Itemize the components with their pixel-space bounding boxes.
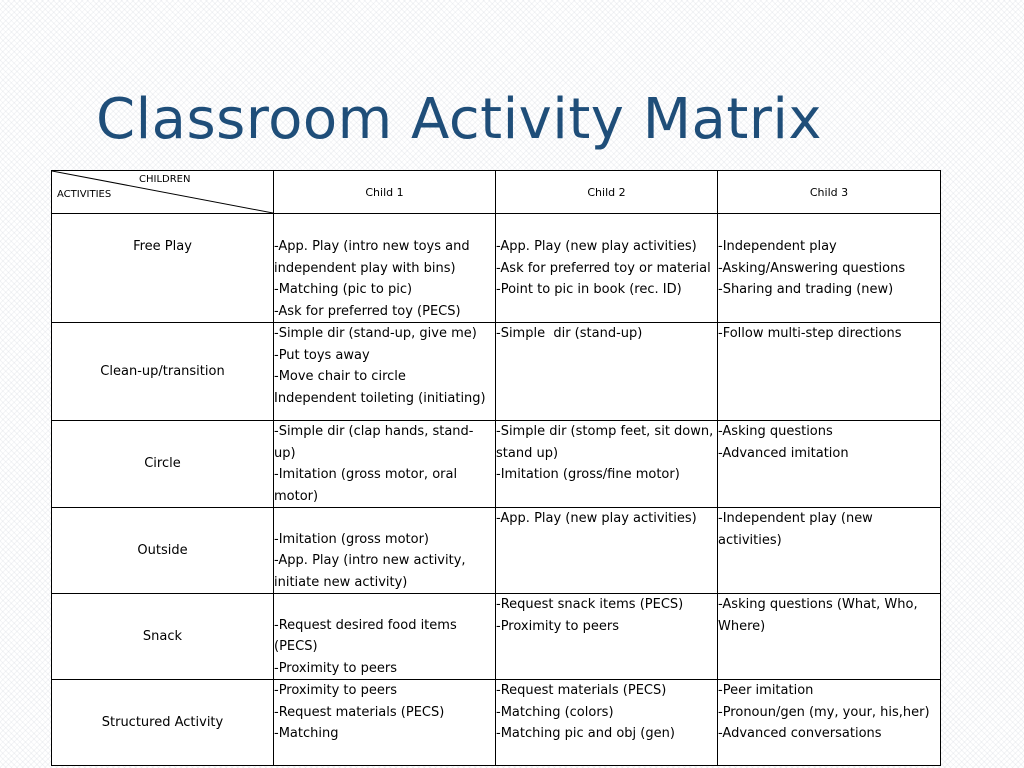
row-label-clean-up-transition: Clean-up/transition	[52, 323, 274, 421]
cell-snack-child-1	[274, 594, 496, 680]
table-row-clean-up-transition	[52, 323, 941, 421]
cell-line: -Proximity to peers	[496, 618, 619, 634]
cell-outside-child-3	[718, 508, 941, 594]
header-row	[52, 171, 941, 214]
cell-structured-child-1	[274, 680, 496, 766]
cell-line: -Sharing and trading (new)	[718, 282, 894, 297]
cell-line: Independent toileting (initiating)	[274, 390, 486, 406]
children-axis-label: CHILDREN	[139, 174, 191, 185]
cell-line: -Simple dir (clap hands, stand-up)	[274, 424, 474, 461]
row-label-outside: Outside	[52, 508, 274, 594]
row-label-snack: Snack	[52, 594, 274, 680]
cell-circle-child-1	[274, 421, 496, 508]
cell-line: -Pronoun/gen (my, your, his,her)	[718, 704, 930, 720]
cell-circle-child-3	[718, 421, 941, 508]
slide-title: Classroom Activity Matrix	[96, 87, 823, 152]
column-header-child-3: Child 3	[718, 171, 941, 214]
table-row-snack	[52, 594, 941, 680]
cell-line: -Request materials (PECS)	[496, 683, 667, 698]
table-row-circle	[52, 421, 941, 508]
activities-axis-label: ACTIVITIES	[57, 189, 112, 200]
cell-line: -Point to pic in book (rec. ID)	[496, 282, 682, 297]
cell-free-play-child-3	[718, 214, 941, 323]
row-label-structured-activity: Structured Activity	[52, 680, 274, 766]
cell-outside-child-2	[496, 508, 718, 594]
row-label-circle: Circle	[52, 421, 274, 508]
cell-line: -Peer imitation	[718, 683, 814, 698]
cell-line: -Request desired food items (PECS)	[274, 617, 457, 654]
cell-outside-child-1	[274, 508, 496, 594]
cell-line: -Move chair to circle	[274, 369, 406, 384]
cell-line: -Put toys away	[274, 347, 370, 363]
cell-line: -Asking questions (What, Who, Where)	[718, 597, 918, 634]
cell-line: -Proximity to peers	[274, 660, 397, 676]
row-label-free-play: Free Play	[52, 214, 274, 323]
cell-line: -Matching	[274, 726, 339, 741]
cell-structured-child-3	[718, 680, 941, 766]
cell-free-play-child-1	[274, 214, 496, 323]
cell-line: -App. Play (new play activities)	[496, 239, 697, 254]
cell-line: -Request materials (PECS)	[274, 704, 445, 720]
cell-line: -Independent play	[718, 239, 837, 254]
cell-line: -App. Play (new play activities)	[496, 511, 697, 526]
cell-line: -Simple dir (stand-up)	[496, 326, 643, 341]
cell-line: -App. Play (intro new toys and independent play with bins)	[274, 239, 470, 276]
cell-line: -Imitation (gross/fine motor)	[496, 467, 680, 482]
cell-line: -Simple dir (stand-up, give me)	[274, 326, 477, 341]
column-header-child-2: Child 2	[496, 171, 718, 214]
corner-header-cell	[52, 171, 274, 214]
cell-circle-child-2	[496, 421, 718, 508]
cell-snack-child-2	[496, 594, 718, 680]
cell-line: -Matching pic and obj (gen)	[496, 726, 675, 741]
cell-line: -Follow multi-step directions	[718, 326, 902, 341]
table-row-outside	[52, 508, 941, 594]
cell-line: -Imitation (gross motor)	[274, 531, 429, 547]
cell-line: -Request snack items (PECS)	[496, 597, 684, 612]
cell-structured-child-2	[496, 680, 718, 766]
cell-line: -Ask for preferred toy (PECS)	[274, 303, 461, 319]
cell-snack-child-3	[718, 594, 941, 680]
cell-line: -Matching (pic to pic)	[274, 282, 413, 297]
cell-line: -Asking questions	[718, 424, 833, 439]
cell-free-play-child-2	[496, 214, 718, 323]
activity-matrix-table	[51, 170, 941, 766]
cell-clean-up-child-2	[496, 323, 718, 421]
column-header-child-1: Child 1	[274, 171, 496, 214]
cell-line: -App. Play (intro new activity, initiate new activity)	[274, 553, 466, 590]
cell-line: -Advanced imitation	[718, 445, 849, 461]
cell-line: -Ask for preferred toy or material	[496, 260, 711, 276]
cell-line: -Advanced conversations	[718, 726, 882, 741]
cell-clean-up-child-1	[274, 323, 496, 421]
table-row-free-play	[52, 214, 941, 323]
cell-line: -Imitation (gross motor, oral motor)	[274, 467, 458, 504]
cell-clean-up-child-3	[718, 323, 941, 421]
table-row-structured-activity	[52, 680, 941, 766]
cell-line: -Simple dir (stomp feet, sit down, stand up)	[496, 424, 714, 461]
cell-line: -Matching (colors)	[496, 704, 614, 720]
cell-line: -Proximity to peers	[274, 683, 397, 698]
cell-line: -Asking/Answering questions	[718, 260, 906, 276]
cell-line: -Independent play (new activities)	[718, 511, 873, 548]
